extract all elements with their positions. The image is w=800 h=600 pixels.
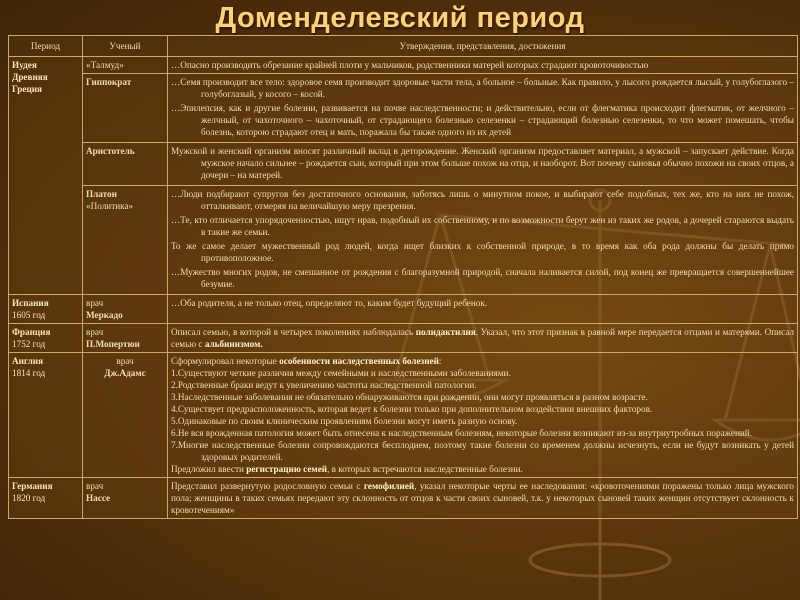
statement-text: Представил развернутую родословную семьи с: [171, 481, 364, 491]
page-title: Доменделевский период: [215, 2, 585, 34]
period-label: Испания: [12, 298, 49, 308]
list-item: 6.Не вся врожденная патология может быть отнесена к наследственным болезням, некоторые болезни возникают из-за внутриутробных поражений.: [171, 428, 753, 438]
statement-paragraph: …Семя производит все тело: здоровое семя производит здоровые части тела, а больное – больные. Как правило, у лысого рождается лысый, у голубоглазого – голубоглазый, у косого – косой.: [171, 77, 794, 99]
scientist-name: Нассе: [86, 493, 111, 503]
statement-text: …Оба родителя, а не только отец, определяют то, каким будет будущий ребенок.: [171, 298, 488, 308]
statement-text: Сформулировал некоторые: [171, 356, 280, 366]
table-row: [9, 353, 798, 478]
table-row: [9, 186, 798, 295]
scientist-name: Дж.Адамс: [104, 368, 146, 378]
statement-text: :: [438, 356, 442, 366]
statement-adams: [168, 353, 798, 478]
scientist-name: П.Мопертюи: [86, 339, 140, 349]
table-row: [9, 74, 798, 143]
table-row: [9, 57, 798, 74]
list-item: 4.Существует предрасположенность, которая ведет к болезни только при дополнительном воздействии внешних факторов.: [171, 404, 653, 414]
period-label: Иудея: [12, 60, 37, 70]
period-year: 1820 год: [12, 493, 46, 503]
scientist-work: «Политика»: [86, 201, 134, 211]
statement-paragraph: То же самое делает мужественный род людей, когда ищет близких к собственной природе, в то время как оба рода должны бы делать прямо противоположное.: [171, 241, 794, 263]
statement-paragraph: Мужской и женский организм вносят различный вклад в деторождение. Женский организм предоставляет материал, а мужской – запускает действие. Когда мужское начало сильнее – рождается сын, который при этом больше похож на отца, и наоборот. Вот почему сыновья обычно похожи на своих отцов, а дочери – на матерей.: [171, 146, 794, 180]
statement-last: [171, 463, 794, 475]
statement-highlight: особенности наследственных болезней: [279, 356, 439, 366]
statement-highlight: гемофилией: [363, 481, 415, 491]
statement-text: , в которых встречаются наследственные болезни.: [327, 464, 523, 474]
statement-highlight: альбинизмом.: [204, 339, 263, 349]
history-table: [8, 35, 798, 519]
statement-paragraph: …Те, кто отличается упорядоченностью, ищут нрав, подобный их собственному, и по возможности берут жен из таких же родов, а дочерей стараются выдать в такие же семьи.: [171, 215, 794, 237]
statement-intro: [171, 355, 794, 367]
statement-highlight: полидактилия: [415, 327, 476, 337]
statement-maupertuis: [168, 324, 798, 353]
statement-plato: [168, 186, 798, 295]
list-item: 1.Существуют четкие различия между семейными и наследственными заболеваниями.: [171, 368, 511, 378]
period-label: Англия: [12, 356, 44, 366]
statement-nasse: [168, 478, 798, 519]
header-statements: Утверждения, представления, достижения: [168, 36, 798, 57]
statement-aristotle: [168, 143, 798, 186]
statement-talmud: [168, 57, 798, 74]
statement-text: , указал некоторые черты ее наследования: «кровоточениями поражены только лица мужского пола; женщины в таких семьях передают эту склонность от отцов к части своих сыновей, т.к. у некоторых сыновей таких женщин отсутствует склонность к кровотечениям»: [171, 481, 794, 515]
statement-text: …Опасно производить обрезание крайней плоти у мальчиков, родственники матерей которых страдают кровоточивостью: [171, 60, 649, 70]
period-label: Франция: [12, 327, 51, 337]
scientist-role: врач: [86, 327, 104, 337]
scientist-adams: [83, 353, 168, 478]
statement-paragraph: …Мужество многих родов, не смешанное от рождения с благоразумной природой, сначала наливается силой, под конец же превращается совершеннейшее безумие.: [171, 267, 794, 289]
statement-text: Описал семью, в которой в четырех поколениях наблюдалась: [171, 327, 416, 337]
scientist-maupertuis: [83, 324, 168, 353]
period-greece: [9, 57, 83, 295]
period-label: Греция: [12, 84, 43, 94]
table-row: [9, 295, 798, 324]
period-england: [9, 353, 83, 478]
period-france: [9, 324, 83, 353]
table-row: [9, 478, 798, 519]
period-year: 1752 год: [12, 339, 46, 349]
scientist-mercado: [83, 295, 168, 324]
period-year: 1605 год: [12, 310, 46, 320]
period-label: Германия: [12, 481, 53, 491]
statement-text: . Указал, что этот признак в равной мере передается отцами и матерями. Описал семью с: [171, 327, 794, 349]
scientist-aristotle: [83, 143, 168, 186]
scientist-hippocrates: [83, 74, 168, 143]
period-label: Древняя: [12, 72, 48, 82]
scientist-nasse: [83, 478, 168, 519]
list-item: 5.Одинаковые по своим клиническим проявлениям болезни могут иметь разную основу.: [171, 416, 518, 426]
scientist-name: Гиппократ: [86, 77, 132, 87]
scientist-talmud: [83, 57, 168, 74]
statement-mercado: [168, 295, 798, 324]
period-spain: [9, 295, 83, 324]
scientist-name: Аристотель: [86, 146, 135, 156]
scientist-role: врач: [116, 356, 134, 366]
statement-paragraph: …Эпилепсия, как и другие болезни, развивается на почве наследственности; и действительно, если от флегматика происходит флегматик, от желчного – желчный, от чахоточного – чахоточный, от страдающего болезнью селезенки – страдающий болезнью селезенки, то что может помешать, чтобы болезнь, которою страдают отец и мать, поражала бы также одного из их детей: [171, 103, 794, 137]
period-year: 1814 год: [12, 368, 46, 378]
scientist-role: врач: [86, 481, 104, 491]
table-row: [9, 324, 798, 353]
list-item: 2.Родственные браки ведут к увеличению частоты наследственной патологии.: [171, 380, 477, 390]
statement-paragraph: …Люди подбирают супругов без достаточного основания, заботясь лишь о минутном покое, и выбирают себе подобных, тех же, кто на них не похож, отталкивают, отмеряя на величайшую меру презрения.: [171, 189, 794, 211]
statement-highlight: регистрацию семей: [246, 464, 328, 474]
scientist-plato: [83, 186, 168, 295]
scientist-name: «Талмуд»: [86, 60, 124, 70]
scientist-name: Меркадо: [86, 310, 123, 320]
statement-hippocrates: [168, 74, 798, 143]
period-germany: [9, 478, 83, 519]
list-item: 3.Наследственные заболевания не обязательно обнаруживаются при рождении, они могут проявляться в разном возрасте.: [171, 392, 648, 402]
header-scientist: Ученый: [83, 36, 168, 57]
statement-text: Предложил ввести: [171, 464, 247, 474]
header-period: Период: [9, 36, 83, 57]
table-header-row: [9, 36, 798, 57]
scientist-name: Платон: [86, 189, 117, 199]
list-item: 7.Многие наследственные болезни сопровождаются бесплодием, поэтому такие болезни со временем должны исчезнуть, если не будут возникать у детей здоровых родителей.: [171, 440, 794, 462]
adams-list: [171, 367, 794, 463]
scientist-role: врач: [86, 298, 104, 308]
table-row: [9, 143, 798, 186]
